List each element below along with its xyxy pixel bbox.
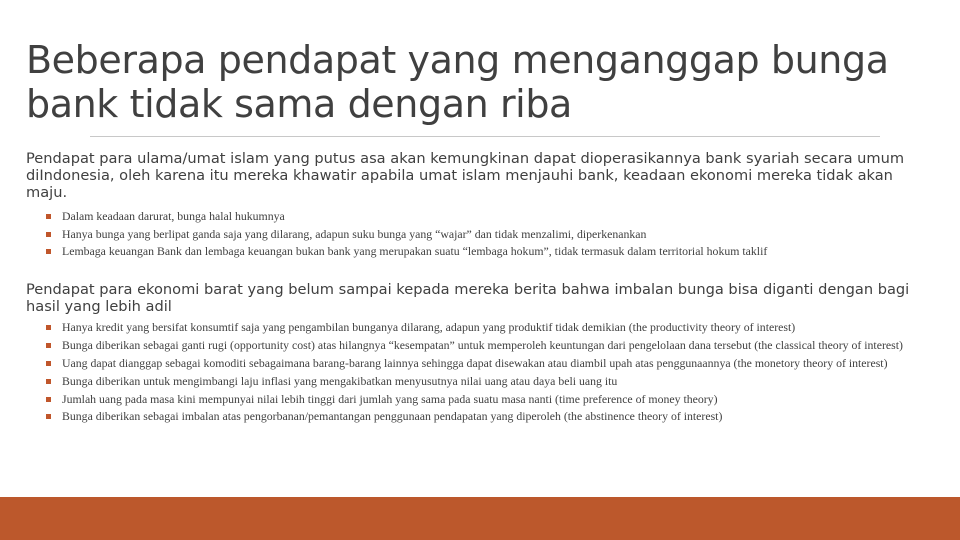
- list-item: [46, 245, 926, 258]
- square-bullet-icon: [46, 397, 51, 402]
- list-item: [46, 410, 926, 423]
- list-item: [46, 228, 926, 241]
- list-item: [46, 375, 926, 388]
- square-bullet-icon: [46, 379, 51, 384]
- list-item-text: Bunga diberikan untuk mengimbangi laju inflasi yang mengakibatkan menyusutnya nilai uang atau daya beli uang itu: [62, 373, 618, 388]
- footer-accent-bar: [0, 497, 960, 540]
- square-bullet-icon: [46, 249, 51, 254]
- list-item-text: Lembaga keuangan Bank dan lembaga keuangan bukan bank yang merupakan suatu “lembaga hokum”, tidak termasuk dalam territorial hokum taklif: [62, 244, 768, 258]
- paragraph-ulama: Pendapat para ulama/umat islam yang putus asa akan kemungkinan dapat dioperasikannya bank syariah secara umum diIndonesia, oleh karena itu mereka khawatir apabila umat islam menjauhi bank, keadaan ekonomi mereka tidak akan maju.: [26, 150, 905, 201]
- list-item: [46, 339, 926, 352]
- list-item-text: Jumlah uang pada masa kini mempunyai nilai lebih tinggi dari jumlah yang sama pada suatu masa nanti (time preference of money theory): [62, 391, 718, 406]
- list-item-text: Hanya kredit yang bersifat konsumtif saja yang pengambilan bunganya dilarang, adapun yang produktif tidak demikian (the productivity theory of interest): [62, 320, 796, 334]
- list-item-text: Bunga diberikan sebagai ganti rugi (opportunity cost) atas hilangnya “kesempatan” untuk memperoleh keuntungan dari pengelolaan dana tersebut (the classical theory of interest): [62, 337, 903, 352]
- paragraph-ekonomi-barat: Pendapat para ekonomi barat yang belum sampai kepada mereka berita bahwa imbalan bunga bisa diganti dengan bagi hasil yang lebih adil: [26, 281, 910, 315]
- square-bullet-icon: [46, 414, 51, 419]
- list-item-text: Uang dapat dianggap sebagai komoditi sebagaimana barang-barang lainnya sehingga dapat disewakan atau diambil upah atas penggunaannya (the monetory theory of interest): [62, 355, 888, 370]
- square-bullet-icon: [46, 343, 51, 348]
- bullet-list-ekonomi-barat: [46, 321, 926, 428]
- list-item: [46, 210, 926, 223]
- bullet-list-ulama: [46, 210, 926, 263]
- list-item: [46, 321, 926, 334]
- square-bullet-icon: [46, 214, 51, 219]
- slide-title: Beberapa pendapat yang menganggap bunga bank tidak sama dengan riba: [26, 38, 889, 126]
- list-item: [46, 357, 926, 370]
- list-item: [46, 393, 926, 406]
- square-bullet-icon: [46, 325, 51, 330]
- list-item-text: Dalam keadaan darurat, bunga halal hukumnya: [62, 209, 285, 223]
- list-item-text: Hanya bunga yang berlipat ganda saja yang dilarang, adapun suku bunga yang “wajar” dan tidak menzalimi, diperkenankan: [62, 226, 647, 241]
- square-bullet-icon: [46, 232, 51, 237]
- list-item-text: Bunga diberikan sebagai imbalan atas pengorbanan/pemantangan penggunaan pendapatan yang diperoleh (the abstinence theory of interest): [62, 409, 723, 424]
- square-bullet-icon: [46, 361, 51, 366]
- title-divider: [90, 136, 880, 137]
